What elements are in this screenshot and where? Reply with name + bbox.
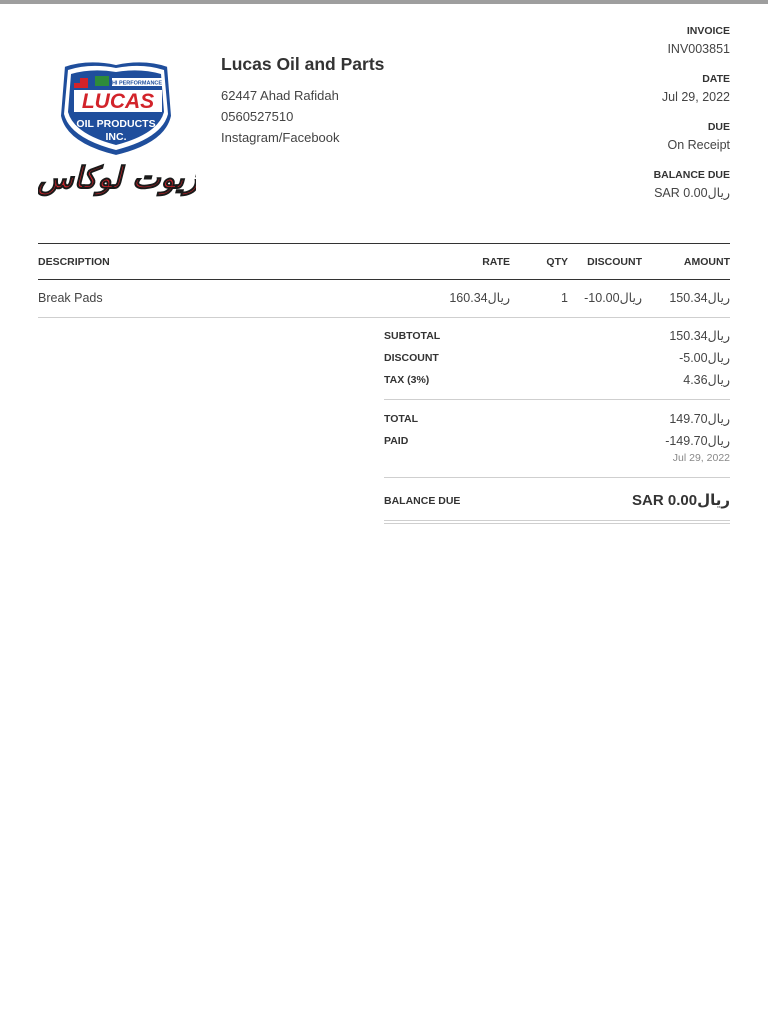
logo-arabic: زيوت لوكاس <box>38 161 196 196</box>
totals-section <box>384 325 730 524</box>
logo-top-text: HI PERFORMANCE <box>111 80 163 87</box>
total-row <box>384 408 730 430</box>
row-discount: -10.00ريال <box>584 291 642 305</box>
invoice-number: INV003851 <box>667 42 730 56</box>
paid-label: PAID <box>384 435 409 447</box>
date-label: DATE <box>702 73 730 85</box>
balance-divider <box>384 477 730 478</box>
tax-label: TAX (3%) <box>384 374 430 386</box>
totals-divider <box>384 399 730 400</box>
balance-due-total-label: BALANCE DUE <box>384 495 461 507</box>
company-name: Lucas Oil and Parts <box>221 54 385 74</box>
logo-brand: LUCAS <box>81 90 155 113</box>
invoice-date: Jul 29, 2022 <box>661 90 730 104</box>
discount-label: DISCOUNT <box>384 352 439 364</box>
subtotal-label: SUBTOTAL <box>384 330 441 342</box>
table-row <box>38 280 730 318</box>
items-header <box>38 243 730 280</box>
due-value: On Receipt <box>667 138 730 152</box>
paid-value: -149.70ريال <box>665 434 730 448</box>
company-social: Instagram/Facebook <box>221 130 340 145</box>
header-qty: QTY <box>546 256 568 268</box>
header-rate: RATE <box>482 256 510 268</box>
company-phone: 0560527510 <box>221 109 294 124</box>
top-bar <box>0 0 768 4</box>
paid-date: Jul 29, 2022 <box>672 452 730 464</box>
company-info <box>221 54 384 148</box>
header-discount: DISCOUNT <box>587 256 642 268</box>
balance-due-value: SAR 0.00ريال <box>654 186 730 200</box>
items-table <box>38 243 730 318</box>
subtotal-row <box>384 325 730 347</box>
invoice-label: INVOICE <box>686 25 730 37</box>
paid-row <box>384 430 730 452</box>
discount-value: -5.00ريال <box>679 351 730 365</box>
balance-due-total-value: SAR 0.00ريال <box>632 492 730 509</box>
logo-line1: OIL PRODUCTS <box>76 118 156 130</box>
header-description: DESCRIPTION <box>38 256 110 268</box>
row-rate: 160.34ريال <box>449 291 510 305</box>
row-description: Break Pads <box>38 291 103 305</box>
subtotal-value: 150.34ريال <box>669 329 730 343</box>
header-amount: AMOUNT <box>683 256 730 268</box>
total-label: TOTAL <box>384 413 419 425</box>
company-address: 62447 Ahad Rafidah <box>221 88 339 103</box>
company-logo <box>38 56 196 201</box>
tax-row <box>384 369 730 391</box>
balance-due-row <box>384 482 730 520</box>
invoice-meta <box>530 24 730 202</box>
logo-line2: INC. <box>105 131 127 143</box>
total-value: 149.70ريال <box>669 412 730 426</box>
tax-value: 4.36ريال <box>683 373 730 387</box>
due-label: DUE <box>707 121 730 133</box>
row-qty: 1 <box>561 291 568 305</box>
row-amount: 150.34ريال <box>669 291 730 305</box>
balance-double-line <box>384 520 730 524</box>
balance-due-label: BALANCE DUE <box>653 169 730 181</box>
discount-row <box>384 347 730 369</box>
lucas-logo-graphic <box>38 56 196 201</box>
